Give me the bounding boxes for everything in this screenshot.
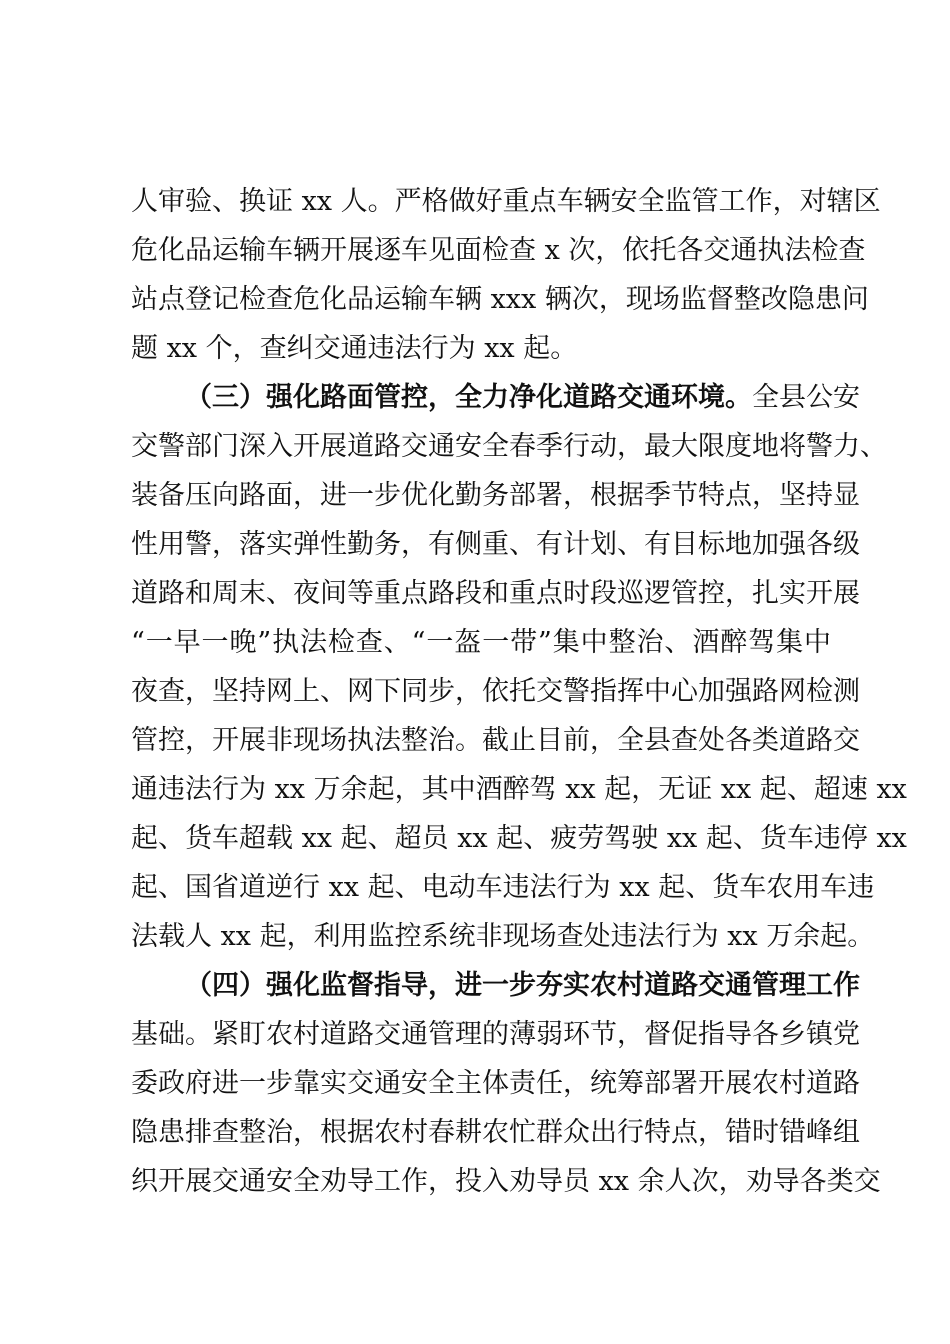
section-4-heading: （四）强化监督指导，进一步夯实农村道路交通管理工作: [185, 970, 860, 1001]
text-line: 装备压向路面，进一步优化勤务部署，根据季节特点，坚持显: [131, 480, 860, 511]
text-line: 法载人 xx 起，利用监控系统非现场查处违法行为 xx 万余起。: [131, 921, 875, 952]
section-3-heading-tail: 全县公安: [752, 382, 860, 413]
text-line: 基础。紧盯农村道路交通管理的薄弱环节，督促指导各乡镇党: [131, 1019, 860, 1050]
text-line: 委政府进一步靠实交通安全主体责任，统筹部署开展农村道路: [131, 1068, 860, 1099]
text-line: 题 xx 个，查纠交通违法行为 xx 起。: [131, 333, 578, 364]
text-line: 起、国省道逆行 xx 起、电动车违法行为 xx 起、货车农用车违: [131, 872, 875, 903]
text-line: 人审验、换证 xx 人。严格做好重点车辆安全监管工作，对辖区: [131, 186, 881, 217]
section-3-heading: （三）强化路面管控，全力净化道路交通环境。: [185, 382, 752, 413]
text-line: 道路和周末、夜间等重点路段和重点时段巡逻管控，扎实开展: [131, 578, 860, 609]
text-line: 性用警，落实弹性勤务，有侧重、有计划、有目标地加强各级: [131, 529, 860, 560]
text-line: “一早一晚”执法检查、“一盔一带”集中整治、酒醉驾集中: [131, 627, 831, 658]
text-line: 起、货车超载 xx 起、超员 xx 起、疲劳驾驶 xx 起、货车违停 xx: [131, 823, 907, 854]
section-3-first-line: [185, 376, 860, 420]
text-line: 织开展交通安全劝导工作，投入劝导员 xx 余人次，劝导各类交: [131, 1166, 881, 1197]
text-line: 危化品运输车辆开展逐车见面检查 x 次，依托各交通执法检查: [131, 235, 866, 266]
text-line: 隐患排查整治，根据农村春耕农忙群众出行特点，错时错峰组: [131, 1117, 860, 1148]
text-line: 站点登记检查危化品运输车辆 xxx 辆次，现场监督整改隐患问: [131, 284, 869, 315]
text-line: 交警部门深入开展道路交通安全春季行动，最大限度地将警力、: [131, 431, 887, 462]
text-line: 管控，开展非现场执法整治。截止目前，全县查处各类道路交: [131, 725, 860, 756]
section-4-first-line: [185, 964, 860, 1008]
text-line: 夜查，坚持网上、网下同步，依托交警指挥中心加强路网检测: [131, 676, 860, 707]
text-line: 通违法行为 xx 万余起，其中酒醉驾 xx 起，无证 xx 起、超速 xx: [131, 774, 907, 805]
